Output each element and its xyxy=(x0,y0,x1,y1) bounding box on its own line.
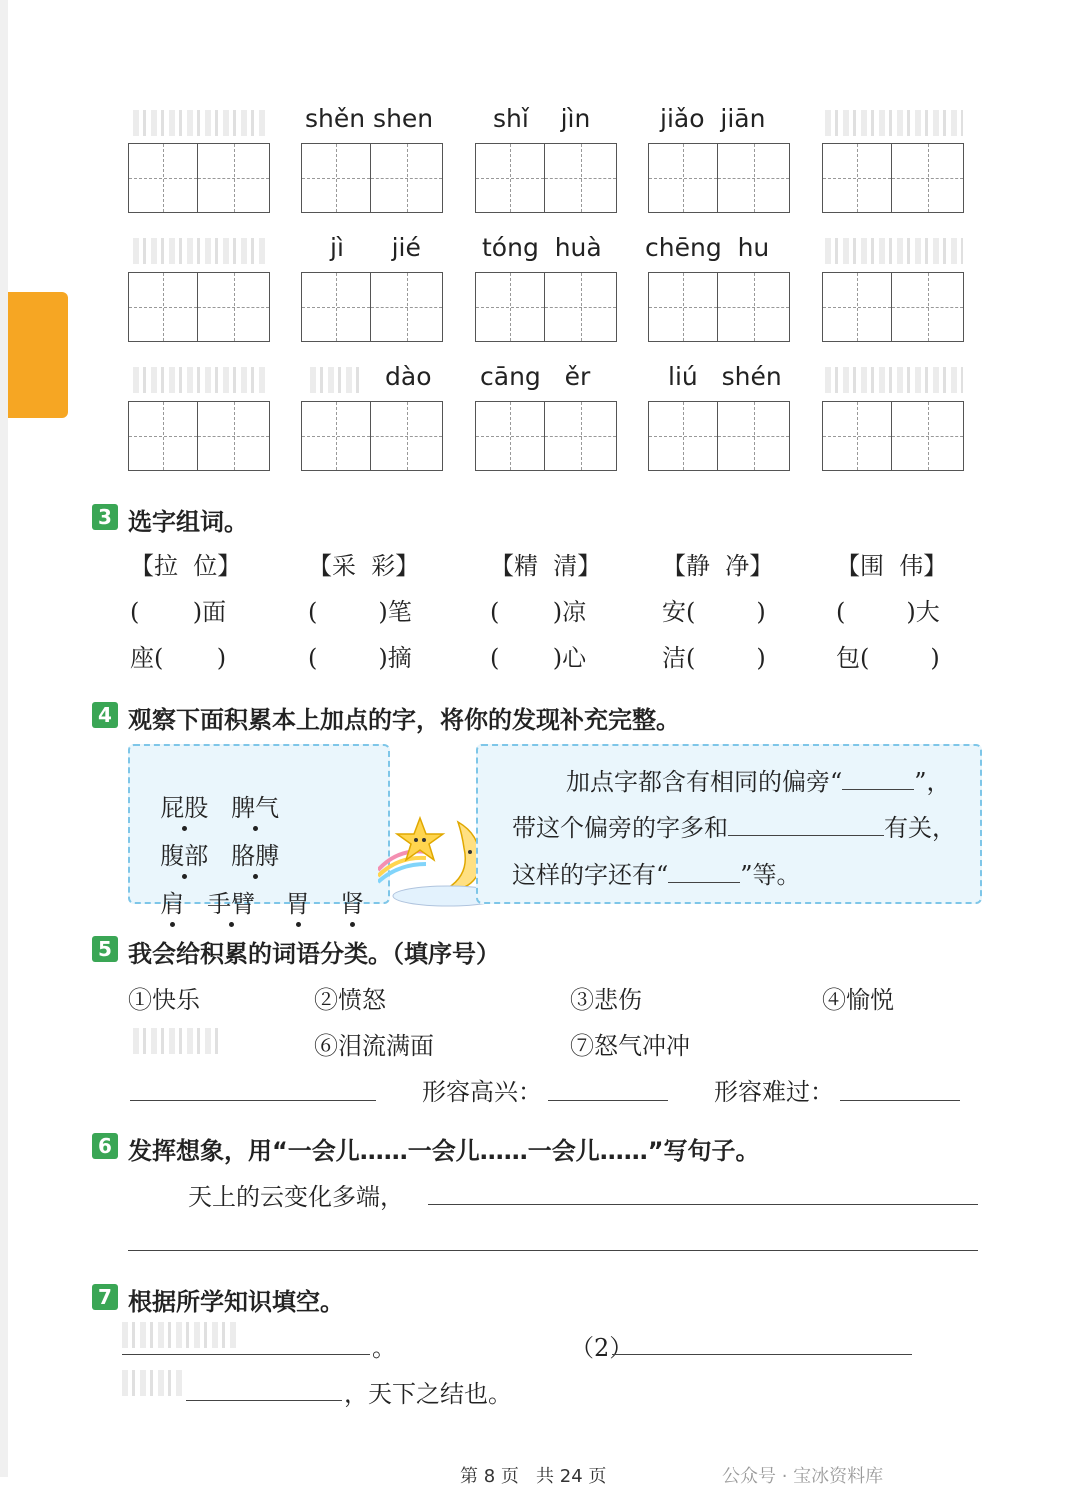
blurred-pinyin xyxy=(825,238,963,264)
blurred-pinyin xyxy=(133,367,268,393)
question-number: 3 xyxy=(92,504,118,530)
answer-line xyxy=(512,808,956,843)
blurred-pinyin xyxy=(825,367,963,393)
pinyin-label: jiǎo jiān xyxy=(660,104,766,133)
sentence-prompt: 天上的云变化多端， xyxy=(188,1183,404,1211)
question-title: 根据所学知识填空。 xyxy=(128,1288,344,1316)
blank-examples[interactable] xyxy=(668,860,740,883)
writing-grid[interactable] xyxy=(822,272,964,343)
fill-blank[interactable]: ( )心 xyxy=(490,644,587,672)
word-option: ⑥泪流满面 xyxy=(314,1032,434,1060)
writing-grid[interactable] xyxy=(648,272,790,343)
writing-grid[interactable] xyxy=(648,143,790,214)
pinyin-label: shěn shen xyxy=(305,104,434,133)
answer-text: 带这个偏旁的字多和 xyxy=(512,814,728,842)
writing-grid[interactable] xyxy=(128,401,270,472)
answer-line[interactable] xyxy=(128,1250,978,1251)
answer-line xyxy=(512,855,801,890)
question-number: 5 xyxy=(92,936,118,962)
question-number: 7 xyxy=(92,1284,118,1310)
writing-grid[interactable] xyxy=(301,143,443,214)
blank-radical[interactable] xyxy=(842,767,914,790)
blurred-text xyxy=(122,1322,237,1348)
word: 肩 xyxy=(160,884,184,919)
fill-blank[interactable]: ( )面 xyxy=(130,598,227,626)
punctuation: 。 xyxy=(372,1334,396,1362)
watermark: 公众号 · 宝冰资料库 xyxy=(722,1466,884,1487)
blurred-option xyxy=(133,1028,223,1054)
pinyin-label: dào xyxy=(385,362,432,391)
pinyin-label: cāng ěr xyxy=(480,362,591,391)
writing-grid[interactable] xyxy=(822,143,964,214)
writing-grid[interactable] xyxy=(475,143,617,214)
answer-line[interactable] xyxy=(428,1204,978,1205)
answer-text: 这样的字还有“ xyxy=(512,861,669,889)
word-option: ②愤怒 xyxy=(314,986,386,1014)
page-number: 第 8 页 共 24 页 xyxy=(460,1466,607,1487)
answer-text: 加点字都含有相同的偏旁“ xyxy=(566,768,843,796)
answer-line xyxy=(566,762,951,797)
fill-blank[interactable]: 洁( ) xyxy=(662,644,766,672)
fill-blank[interactable]: ( )摘 xyxy=(308,644,412,672)
char-choice: 【拉 位】 xyxy=(130,552,242,580)
side-tab xyxy=(8,292,68,418)
writing-grid[interactable] xyxy=(128,272,270,343)
blank-sad[interactable] xyxy=(840,1100,960,1101)
page-edge xyxy=(0,0,8,1477)
question-number: 4 xyxy=(92,702,118,728)
question-title: 观察下面积累本上加点的字，将你的发现补充完整。 xyxy=(128,706,680,734)
question-title: 我会给积累的词语分类。（填序号） xyxy=(128,940,500,968)
word: 肾 xyxy=(340,884,364,919)
word-option: ④愉悦 xyxy=(822,986,894,1014)
answer-text: 有关， xyxy=(884,814,956,842)
category-label: 形容高兴： xyxy=(422,1078,542,1106)
writing-grid[interactable] xyxy=(648,401,790,472)
word-option: ③悲伤 xyxy=(570,986,642,1014)
pinyin-label: jì jié xyxy=(330,233,421,262)
answer-text: ”等。 xyxy=(740,861,801,889)
blurred-pinyin xyxy=(133,238,268,264)
pinyin-label: shǐ jìn xyxy=(493,104,591,133)
blank-happy[interactable] xyxy=(548,1100,668,1101)
word-option: ⑦怒气冲冲 xyxy=(570,1032,690,1060)
fill-blank[interactable]: ( )笔 xyxy=(308,598,412,626)
blank-line[interactable] xyxy=(186,1400,342,1401)
question-title: 选字组词。 xyxy=(128,508,248,536)
word: 脾气 xyxy=(231,788,279,823)
writing-grid[interactable] xyxy=(301,401,443,472)
fill-blank[interactable]: ( )凉 xyxy=(490,598,587,626)
char-choice: 【静 净】 xyxy=(662,552,774,580)
answer-text: ”， xyxy=(914,768,951,796)
writing-grid[interactable] xyxy=(128,143,270,214)
item-label: （2） xyxy=(570,1334,634,1362)
blank-line[interactable] xyxy=(130,1100,376,1101)
category-label: 形容难过： xyxy=(714,1078,834,1106)
blurred-text xyxy=(122,1370,182,1396)
blank-topic[interactable] xyxy=(728,813,884,836)
writing-grid[interactable] xyxy=(475,272,617,343)
blank-line[interactable] xyxy=(122,1354,370,1355)
blurred-pinyin xyxy=(825,110,963,136)
blurred-pinyin xyxy=(310,367,360,393)
question-title: 发挥想象，用“一会儿……一会儿……一会儿……”写句子。 xyxy=(128,1137,760,1165)
word: 屁股 xyxy=(160,788,208,823)
word: 胳膊 xyxy=(231,836,279,871)
word: 胃 xyxy=(286,884,310,919)
pinyin-label: liú shén xyxy=(668,362,782,391)
char-choice: 【精 清】 xyxy=(490,552,602,580)
writing-grid[interactable] xyxy=(475,401,617,472)
pinyin-label: tóng huà xyxy=(482,233,602,262)
fill-blank[interactable]: 包( ) xyxy=(836,644,940,672)
question-number: 6 xyxy=(92,1133,118,1159)
fill-blank[interactable]: 安( ) xyxy=(662,598,766,626)
pinyin-label: chēng hu xyxy=(645,233,770,262)
fill-blank[interactable]: 座( ) xyxy=(130,644,227,672)
char-choice: 【围 伟】 xyxy=(836,552,948,580)
word: 腹部 xyxy=(160,836,208,871)
fill-blank[interactable]: ( )大 xyxy=(836,598,940,626)
word-option: ①快乐 xyxy=(128,986,200,1014)
char-choice: 【采 彩】 xyxy=(308,552,420,580)
word-row xyxy=(145,856,364,919)
sentence-end: ，天下之结也。 xyxy=(344,1380,512,1408)
blurred-pinyin xyxy=(133,110,268,136)
blank-line[interactable] xyxy=(612,1354,912,1355)
word: 手臂 xyxy=(207,884,255,919)
writing-grid[interactable] xyxy=(301,272,443,343)
writing-grid[interactable] xyxy=(822,401,964,472)
